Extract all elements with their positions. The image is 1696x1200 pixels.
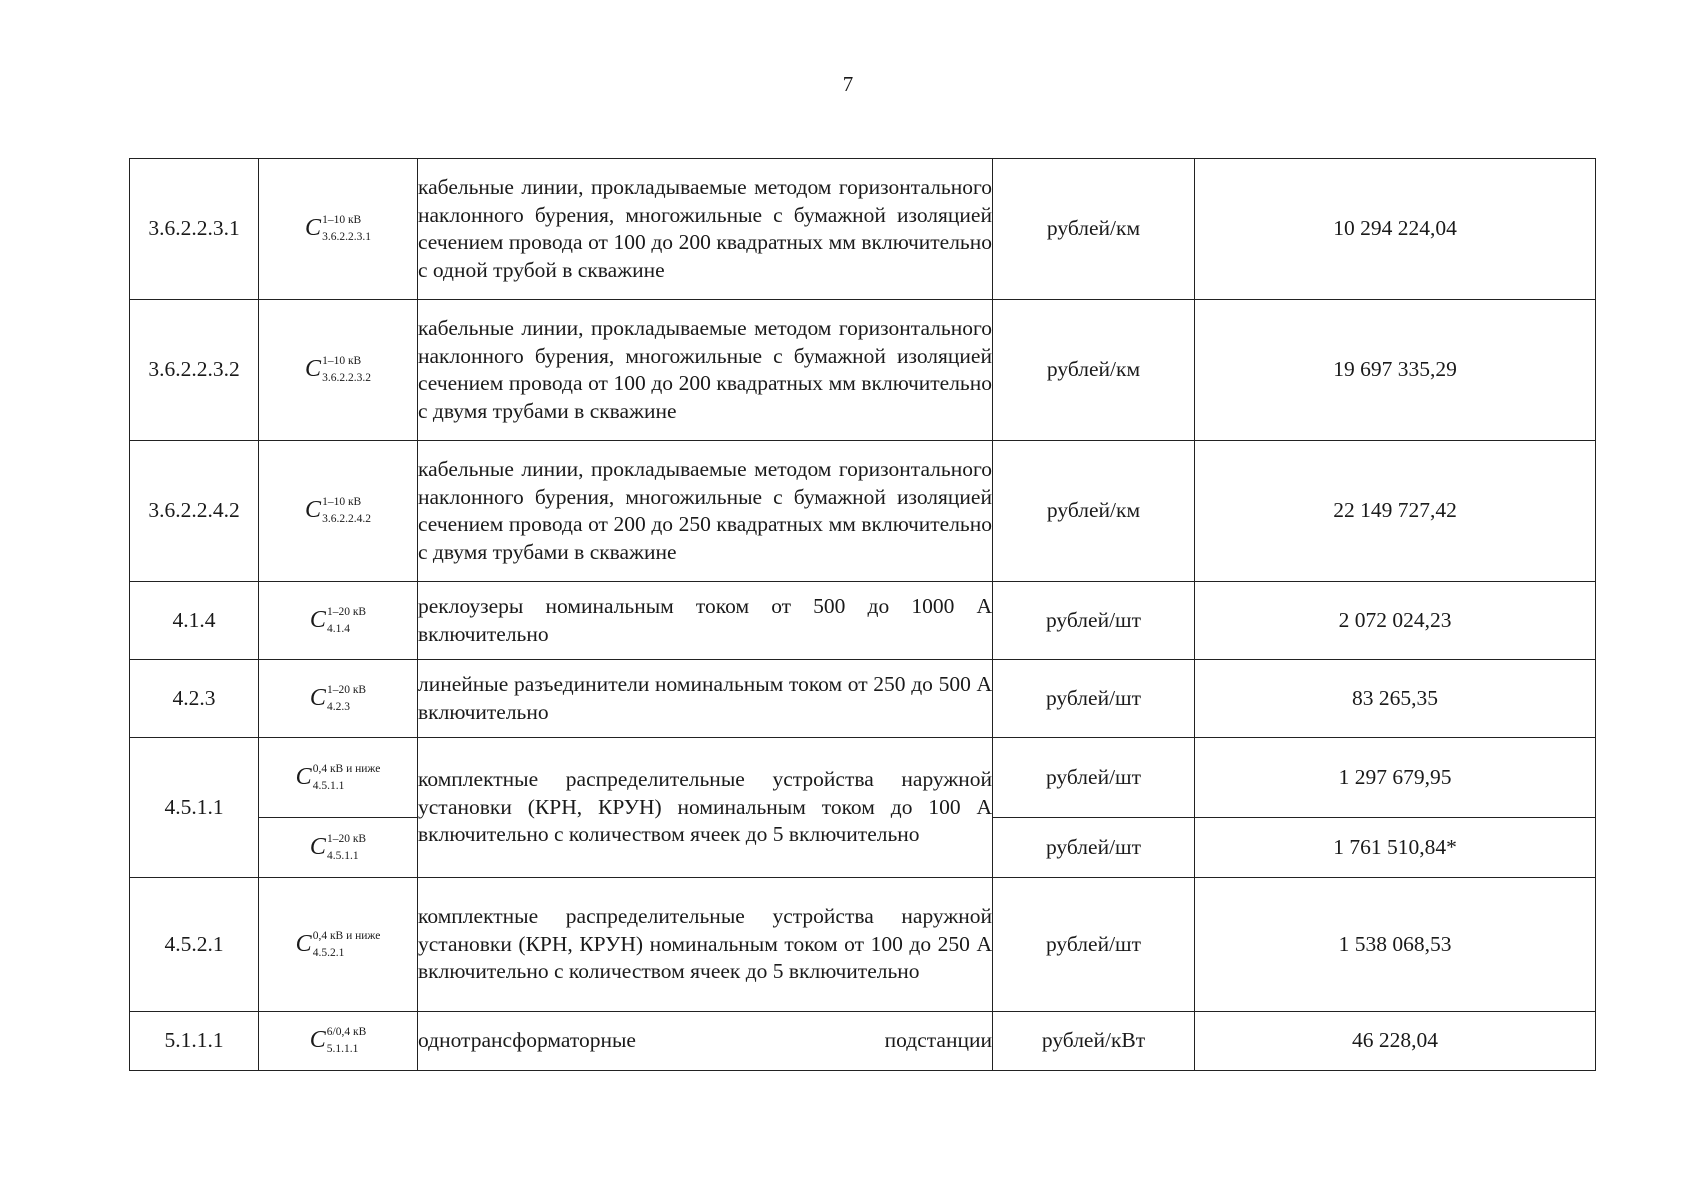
- table-row: [130, 1012, 1596, 1071]
- row-description: комплектные распределительные устройства наружной установки (КРН, КРУН) номинальным током до 100 А включительно с количеством ячеек до 5 включительно: [418, 738, 993, 878]
- row-number: 4.5.1.1: [130, 738, 259, 878]
- row-description: однотрансформаторные подстанции: [418, 1012, 993, 1071]
- price-cell: 22 149 727,42: [1195, 441, 1596, 582]
- table-row: [130, 300, 1596, 441]
- unit-cell: рублей/км: [993, 159, 1195, 300]
- page-number: 7: [842, 72, 854, 96]
- row-description: реклоузеры номинальным током от 500 до 1000 А включительно: [418, 582, 993, 660]
- row-description: линейные разъединители номинальным током от 250 до 500 А включительно: [418, 660, 993, 738]
- rate-symbol: C 1–10 кВ 3.6.2.2.3.1: [259, 159, 418, 300]
- unit-cell: рублей/км: [993, 300, 1195, 441]
- price-cell: 1 761 510,84*: [1195, 818, 1596, 878]
- unit-cell: рублей/шт: [993, 582, 1195, 660]
- price-cell: 2 072 024,23: [1195, 582, 1596, 660]
- price-cell: 19 697 335,29: [1195, 300, 1596, 441]
- rate-symbol: C 6/0,4 кВ 5.1.1.1: [259, 1012, 418, 1071]
- row-number: 4.2.3: [130, 660, 259, 738]
- row-description: кабельные линии, прокладываемые методом горизонтального наклонного бурения, многожильные с бумажной изоляцией сечением провода от 100 до 200 квадратных мм включительно с одной трубой в скважине: [418, 159, 993, 300]
- rate-symbol: C 1–10 кВ 3.6.2.2.3.2: [259, 300, 418, 441]
- row-description: комплектные распределительные устройства наружной установки (КРН, КРУН) номинальным током от 100 до 250 А включительно с количеством ячеек до 5 включительно: [418, 878, 993, 1012]
- unit-cell: рублей/шт: [993, 878, 1195, 1012]
- unit-cell: рублей/шт: [993, 818, 1195, 878]
- row-description: кабельные линии, прокладываемые методом горизонтального наклонного бурения, многожильные с бумажной изоляцией сечением провода от 100 до 200 квадратных мм включительно с двумя трубами в скважине: [418, 300, 993, 441]
- table-row: [130, 660, 1596, 738]
- row-number: 3.6.2.2.3.1: [130, 159, 259, 300]
- row-number: 5.1.1.1: [130, 1012, 259, 1071]
- rate-symbol: C 1–10 кВ 3.6.2.2.4.2: [259, 441, 418, 582]
- table-row: [130, 441, 1596, 582]
- row-number: 3.6.2.2.3.2: [130, 300, 259, 441]
- price-cell: 1 538 068,53: [1195, 878, 1596, 1012]
- rate-symbol: C 1–20 кВ 4.2.3: [259, 660, 418, 738]
- unit-cell: рублей/км: [993, 441, 1195, 582]
- table-row: [130, 738, 1596, 818]
- row-number: 3.6.2.2.4.2: [130, 441, 259, 582]
- price-cell: 1 297 679,95: [1195, 738, 1596, 818]
- unit-cell: рублей/шт: [993, 738, 1195, 818]
- price-cell: 10 294 224,04: [1195, 159, 1596, 300]
- rate-symbol: C 0,4 кВ и ниже 4.5.2.1: [259, 878, 418, 1012]
- table-row: [130, 582, 1596, 660]
- row-description: кабельные линии, прокладываемые методом горизонтального наклонного бурения, многожильные с бумажной изоляцией сечением провода от 200 до 250 квадратных мм включительно с двумя трубами в скважине: [418, 441, 993, 582]
- table-row: [130, 878, 1596, 1012]
- rate-symbol: C 1–20 кВ 4.5.1.1: [259, 818, 418, 878]
- row-number: 4.5.2.1: [130, 878, 259, 1012]
- row-number: 4.1.4: [130, 582, 259, 660]
- unit-cell: рублей/шт: [993, 660, 1195, 738]
- tariff-table: [129, 158, 1596, 1071]
- price-cell: 83 265,35: [1195, 660, 1596, 738]
- table-row: [130, 159, 1596, 300]
- price-cell: 46 228,04: [1195, 1012, 1596, 1071]
- rate-symbol: C 1–20 кВ 4.1.4: [259, 582, 418, 660]
- rate-symbol: C 0,4 кВ и ниже 4.5.1.1: [259, 738, 418, 818]
- unit-cell: рублей/кВт: [993, 1012, 1195, 1071]
